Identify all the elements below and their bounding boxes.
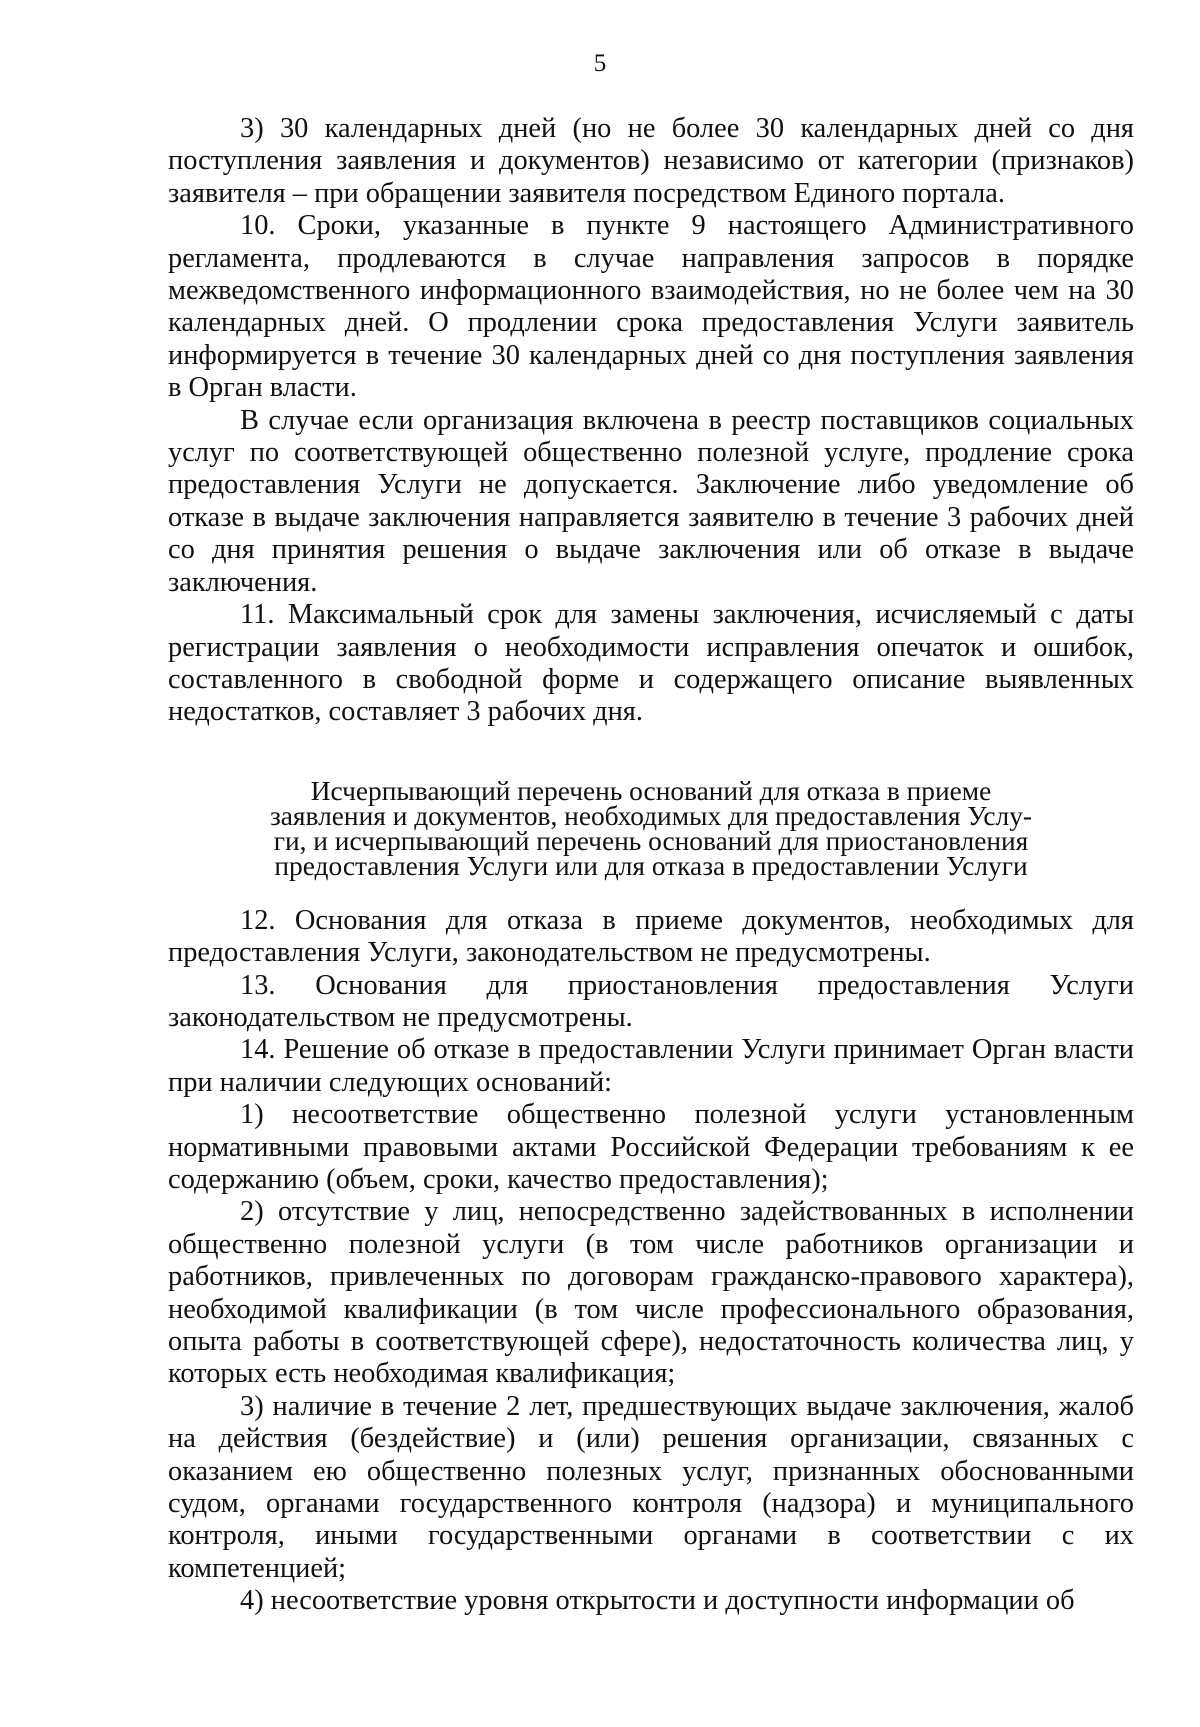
paragraph: В случае если организация включена в реестр поставщиков социальных услуг по соответствующей общественно полезной услуге, продление срока предоставления Услуги не допускается. Заключение либо уведомление об отказе в выдаче заключения направляется заявителю в течение 3 рабочих дней со дня принятия решения о выдаче заключения или об отказе в выдаче заключения. — [168, 404, 1134, 598]
paragraph: 3) 30 календарных дней (но не более 30 календарных дней со дня поступления заявления и документов) независимо от категории (признаков) заявителя – при обращении заявителя посредством Единого портала. — [168, 113, 1134, 209]
page-number: 5 — [593, 50, 607, 77]
paragraph: 14. Решение об отказе в предоставлении Услуги принимает Орган власти при наличии следующих оснований: — [168, 1034, 1134, 1098]
list-item: 3) наличие в течение 2 лет, предшествующих выдаче заключения, жалоб на действия (бездействие) и (или) решения организации, связанных с оказанием ею общественно полезных услуг, признанных обоснованными судом, органами государственного контроля (надзора) и муниципального контроля, иными государственными органами в соответствии с их компетенцией; — [168, 1390, 1134, 1584]
list-item: 4) несоответствие уровня открытости и доступности информации об — [240, 1585, 1075, 1617]
list-item: 1) несоответствие общественно полезной услуги установленным нормативными правовыми актами Российской Федерации требованиям к ее содержанию (объем, сроки, качество предоставления); — [168, 1099, 1134, 1195]
paragraph: 10. Сроки, указанные в пункте 9 настоящего Административного регламента, продлеваются в случае направления запросов в порядке межведомственного информационного взаимодействия, но не более чем на 30 календарных дней. О продлении срока предоставления Услуги заявитель информируется в течение 30 календарных дней со дня поступления заявления в Орган власти. — [168, 210, 1134, 404]
section-heading-line: предоставления Услуги или для отказа в предоставлении Услуги — [274, 850, 1028, 881]
paragraph: 11. Максимальный срок для замены заключения, исчисляемый с даты регистрации заявления о необходимости исправления опечаток и ошибок, составленного в свободной форме и содержащего описание выявленных недостатков, составляет 3 рабочих дня. — [168, 599, 1134, 728]
document-body — [168, 113, 1134, 1618]
section-heading-line: заявления и документов, необходимых для предоставления Услу- — [269, 800, 1033, 831]
section-heading-line: ги, и исчерпывающий перечень оснований для приостановления — [273, 825, 1029, 856]
section-heading — [168, 775, 1134, 881]
paragraph: 13. Основания для приостановления предоставления Услуги законодательством не предусмотрены. — [168, 969, 1134, 1033]
list-item: 2) отсутствие у лиц, непосредственно задействованных в исполнении общественно полезной услуги (в том числе работников организации и работников, привлеченных по договорам гражданско-правового характера), необходимой квалификации (в том числе профессионального образования, опыта работы в соответствующей сфере), недостаточность количества лиц, у которых есть необходимая квалификация; — [168, 1196, 1134, 1390]
section-heading-line: Исчерпывающий перечень оснований для отказа в приеме — [310, 775, 992, 806]
paragraph: 12. Основания для отказа в приеме документов, необходимых для предоставления Услуги, законодательством не предусмотрены. — [168, 904, 1134, 969]
